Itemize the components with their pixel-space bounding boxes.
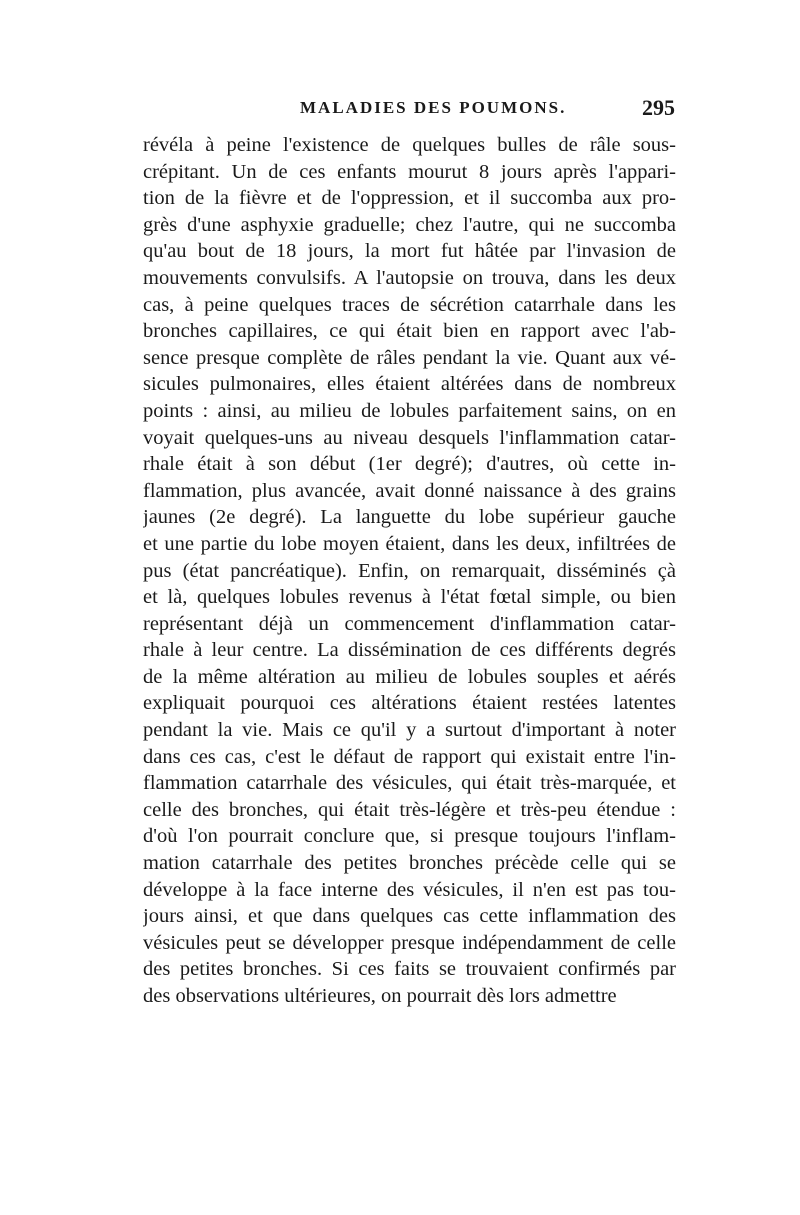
text-line: bronches capillaires, ce qui était bien en rapport avec l'ab-: [143, 320, 676, 343]
text-line: et là, quelques lobules revenus à l'état fœtal simple, ou bien: [143, 586, 676, 609]
text-line: d'où l'on pourrait conclure que, si presque toujours l'inflam-: [143, 825, 676, 848]
text-line: points : ainsi, au milieu de lobules parfaitement sains, on en: [143, 399, 676, 422]
header-title: MALADIES DES POUMONS.: [300, 98, 567, 117]
text-line: pus (état pancréatique). Enfin, on remarquait, disséminés çà: [143, 559, 676, 582]
text-line: expliquait pourquoi ces altérations étaient restées latentes: [143, 692, 676, 715]
text-line: mouvements convulsifs. A l'autopsie on trouva, dans les deux: [143, 266, 676, 289]
text-line: jaunes (2e degré). La languette du lobe supérieur gauche: [143, 506, 676, 529]
text-line: celle des bronches, qui était très-légère et très-peu étendue :: [143, 798, 676, 821]
running-head: [145, 95, 675, 124]
text-line: vésicules peut se développer presque indépendamment de celle: [143, 931, 676, 954]
text-line: mation catarrhale des petites bronches précède celle qui se: [143, 852, 676, 875]
text-line: rhale était à son début (1er degré); d'autres, où cette in-: [143, 453, 676, 476]
text-line: sence presque complète de râles pendant la vie. Quant aux vé-: [143, 346, 676, 369]
text-line: cas, à peine quelques traces de sécrétion catarrhale dans les: [143, 293, 676, 316]
text-line: dans ces cas, c'est le défaut de rapport qui existait entre l'in-: [143, 745, 676, 768]
text-line: voyait quelques-uns au niveau desquels l'inflammation catar-: [143, 426, 676, 449]
text-line: pendant la vie. Mais ce qu'il y a surtout d'important à noter: [143, 719, 676, 742]
text-line: et une partie du lobe moyen étaient, dans les deux, infiltrées de: [143, 532, 676, 555]
text-line: crépitant. Un de ces enfants mourut 8 jours après l'appari-: [143, 160, 676, 183]
text-line: rhale à leur centre. La dissémination de ces différents degrés: [143, 639, 676, 662]
text-line: grès d'une asphyxie graduelle; chez l'autre, qui ne succomba: [143, 213, 676, 236]
text-line: sicules pulmonaires, elles étaient altérées dans de nombreux: [143, 373, 676, 396]
text-line: révéla à peine l'existence de quelques bulles de râle sous-: [143, 134, 676, 156]
text-line: jours ainsi, et que dans quelques cas cette inflammation des: [143, 905, 676, 928]
text-line: flammation catarrhale des vésicules, qui était très-marquée, et: [143, 772, 676, 795]
text-line: tion de la fièvre et de l'oppression, et il succomba aux pro-: [143, 187, 676, 210]
text-line: représentant déjà un commencement d'inflammation catar-: [143, 612, 676, 635]
page-number: 295: [642, 95, 675, 120]
text-line: qu'au bout de 18 jours, la mort fut hâtée par l'invasion de: [143, 240, 676, 263]
body-text: [143, 132, 676, 1010]
text-line: des observations ultérieures, on pourrait dès lors admettre: [143, 985, 617, 1007]
text-line: flammation, plus avancée, avait donné naissance à des grains: [143, 479, 676, 502]
text-line: des petites bronches. Si ces faits se trouvaient confirmés par: [143, 958, 676, 981]
text-line: développe à la face interne des vésicules, il n'en est pas tou-: [143, 878, 676, 901]
text-line: de la même altération au milieu de lobules souples et aérés: [143, 665, 676, 688]
